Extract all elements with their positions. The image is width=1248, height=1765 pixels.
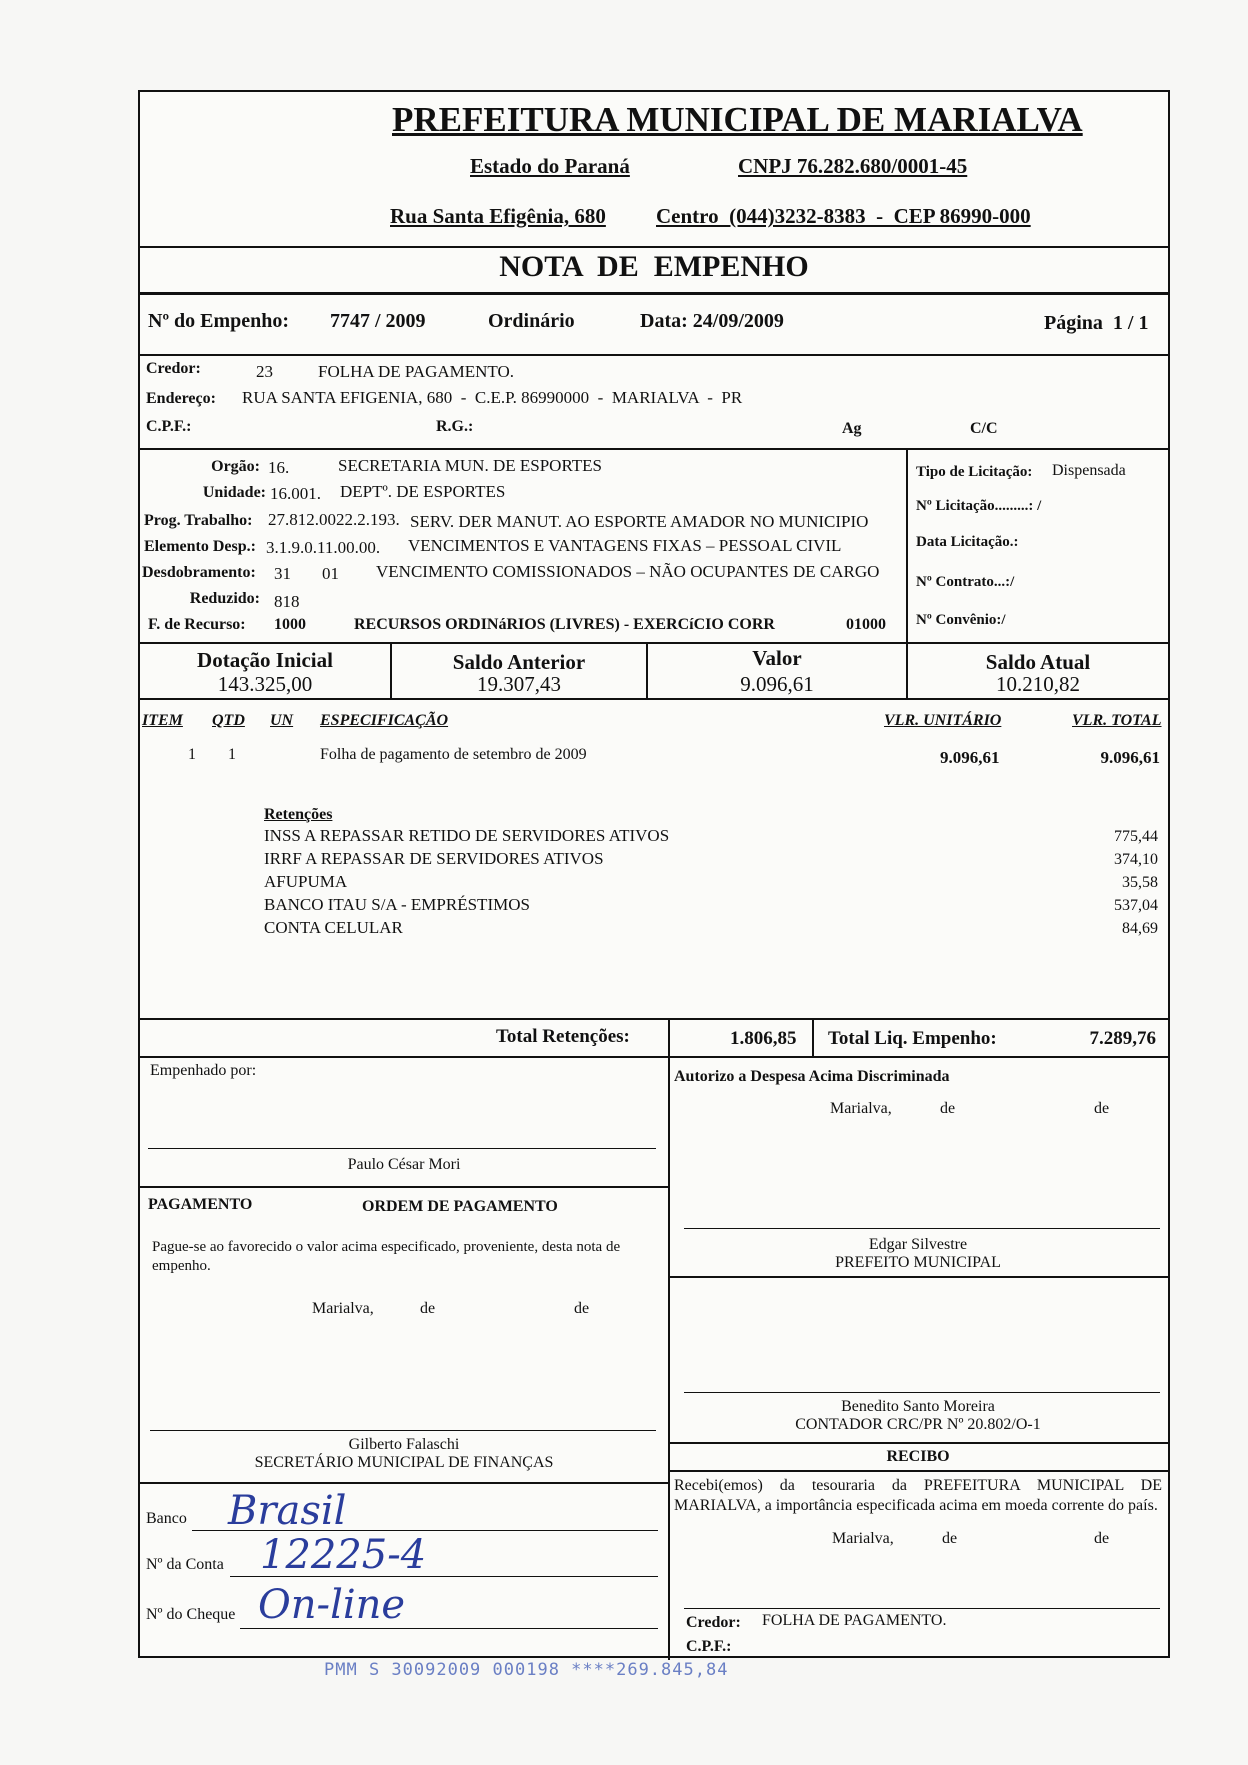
col-total-value-header: VLR. TOTAL xyxy=(1072,712,1162,729)
desdobramento-sub: 01 xyxy=(322,564,339,583)
desdobramento-code: 31 xyxy=(274,564,291,583)
retencao-value: 775,44 xyxy=(1114,828,1158,845)
retencao-value: 35,58 xyxy=(1122,874,1158,891)
recibo-de-2: de xyxy=(1094,1530,1110,1547)
retencao-desc: INSS A REPASSAR RETIDO DE SERVIDORES ATIVOS xyxy=(264,826,670,845)
empenhado-por-name: Paulo César Mori xyxy=(347,1156,461,1173)
rg-label: R.G.: xyxy=(436,418,474,435)
page-indicator: Página 1 / 1 xyxy=(1044,312,1149,334)
retencao-desc: AFUPUMA xyxy=(264,872,348,891)
nota-de-empenho-form xyxy=(138,90,1170,1658)
autorizo-city: Marialva, xyxy=(830,1100,892,1117)
recibo-cpf-label: C.P.F.: xyxy=(686,1638,732,1655)
saldo-anterior-label: Saldo Anterior xyxy=(452,650,586,674)
pagamento-de-2: de xyxy=(574,1300,590,1317)
item-total-value: 9.096,61 xyxy=(1100,748,1160,767)
banco-label: Banco xyxy=(146,1510,187,1527)
credor-label: Credor: xyxy=(146,360,201,377)
prog-trabalho-label: Prog. Trabalho: xyxy=(144,512,253,529)
reduzido-label: Reduzido: xyxy=(189,590,260,607)
recibo-credor-value: FOLHA DE PAGAMENTO. xyxy=(762,1612,947,1629)
secretario-role: SECRETÁRIO MUNICIPAL DE FINANÇAS xyxy=(254,1454,554,1471)
orgao-desc: SECRETARIA MUN. DE ESPORTES xyxy=(338,456,602,475)
cnpj: CNPJ 76.282.680/0001-45 xyxy=(738,154,968,178)
pagamento-de-1: de xyxy=(420,1300,436,1317)
prefeito-name: Edgar Silvestre xyxy=(868,1236,968,1253)
total-liquido-label: Total Liq. Empenho: xyxy=(828,1028,997,1049)
elemento-desp-code: 3.1.9.0.11.00.00. xyxy=(266,538,381,557)
agencia-label: Ag xyxy=(842,420,862,437)
endereco-label: Endereço: xyxy=(146,390,216,407)
tipo-licitacao-label: Tipo de Licitação: xyxy=(916,464,1033,480)
total-retencoes-label: Total Retenções: xyxy=(496,1026,630,1047)
recibo-text: Recebi(emos) da tesouraria da PREFEITURA MUNICIPAL DE MARIALVA, a importância especificada acima em moeda corrente do país. xyxy=(674,1477,1162,1514)
ordem-pagamento-title: ORDEM DE PAGAMENTO xyxy=(362,1198,558,1215)
pague-se-text: Pague-se ao favorecido o valor acima especificado, proveniente, desta nota de empenho. xyxy=(152,1239,621,1274)
numero-conta-label: Nº da Conta xyxy=(146,1556,224,1573)
recibo-credor-label: Credor: xyxy=(686,1614,741,1631)
retencoes-title: Retenções xyxy=(264,806,333,823)
fonte-recurso-label: F. de Recurso: xyxy=(148,616,246,633)
state-name: Estado do Paraná xyxy=(470,154,630,178)
item-number: 1 xyxy=(188,746,196,763)
numero-licitacao: Nº Licitação.........: / xyxy=(916,498,1042,514)
cpf-label: C.P.F.: xyxy=(146,418,192,435)
valor-label: Valor xyxy=(752,646,802,670)
conta-corrente-label: C/C xyxy=(970,420,998,437)
autorizo-de-1: de xyxy=(940,1100,956,1117)
desdobramento-label: Desdobramento: xyxy=(142,564,256,581)
col-qtd-header: QTD xyxy=(212,712,245,729)
elemento-desp-desc: VENCIMENTOS E VANTAGENS FIXAS – PESSOAL CIVIL xyxy=(408,536,842,555)
credor-name: FOLHA DE PAGAMENTO. xyxy=(318,362,514,381)
recibo-de-1: de xyxy=(942,1530,958,1547)
autorizo-de-2: de xyxy=(1094,1100,1110,1117)
dotacao-inicial-value: 143.325,00 xyxy=(217,672,313,696)
prefeito-role: PREFEITO MUNICIPAL xyxy=(835,1254,1001,1271)
reduzido-value: 818 xyxy=(274,592,300,611)
document-title: NOTA DE EMPENHO xyxy=(499,250,809,283)
desdobramento-desc: VENCIMENTO COMISSIONADOS – NÃO OCUPANTES DE CARGO xyxy=(376,562,880,581)
item-unit-value: 9.096,61 xyxy=(940,748,1000,767)
retencao-value: 374,10 xyxy=(1114,851,1158,868)
cheque-handwritten: On-line xyxy=(258,1582,406,1628)
empenho-type: Ordinário xyxy=(488,310,575,332)
empenho-date: Data: 24/09/2009 xyxy=(640,310,784,332)
contador-role: CONTADOR CRC/PR Nº 20.802/O-1 xyxy=(795,1416,1041,1433)
numero-contrato: Nº Contrato...:/ xyxy=(916,574,1015,590)
numero-convenio: Nº Convênio:/ xyxy=(916,612,1006,628)
data-licitacao: Data Licitação.: xyxy=(916,534,1019,550)
col-item-header: ITEM xyxy=(142,712,183,729)
retencao-value: 84,69 xyxy=(1122,920,1158,937)
col-unit-value-header: VLR. UNITÁRIO xyxy=(884,712,1002,729)
col-un-header: UN xyxy=(270,712,294,729)
contador-name: Benedito Santo Moreira xyxy=(841,1398,995,1415)
elemento-desp-label: Elemento Desp.: xyxy=(144,538,256,555)
contact-info: Centro (044)3232-8383 - CEP 86990-000 xyxy=(656,204,1031,228)
fonte-recurso-code: 1000 xyxy=(274,616,306,633)
item-qtd: 1 xyxy=(228,746,236,763)
address: Rua Santa Efigênia, 680 xyxy=(390,204,606,228)
valor-value: 9.096,61 xyxy=(740,672,814,696)
recibo-city: Marialva, xyxy=(832,1530,894,1547)
retencao-desc: CONTA CELULAR xyxy=(264,918,403,937)
total-liquido-value: 7.289,76 xyxy=(1089,1028,1156,1049)
recibo-title: RECIBO xyxy=(886,1448,950,1465)
pagamento-label: PAGAMENTO xyxy=(148,1196,253,1213)
banco-handwritten: Brasil xyxy=(228,1488,347,1534)
unidade-code: 16.001. xyxy=(270,484,321,503)
retencao-desc: BANCO ITAU S/A - EMPRÉSTIMOS xyxy=(264,895,530,914)
retencao-value: 537,04 xyxy=(1114,897,1158,914)
empenhado-por-label: Empenhado por: xyxy=(150,1062,257,1079)
col-spec-header: ESPECIFICAÇÃO xyxy=(320,712,449,729)
fonte-recurso-desc: RECURSOS ORDINáRIOS (LIVRES) - EXERCíCIO CORR xyxy=(354,616,775,633)
total-retencoes-value: 1.806,85 xyxy=(730,1028,797,1049)
authentication-stamp: PMM S 30092009 000198 ****269.845,84 xyxy=(324,1660,729,1680)
dotacao-inicial-label: Dotação Inicial xyxy=(197,648,333,672)
municipality-title: PREFEITURA MUNICIPAL DE MARIALVA xyxy=(392,100,1083,139)
numero-cheque-label: Nº do Cheque xyxy=(146,1606,236,1623)
conta-handwritten: 12225-4 xyxy=(260,1532,427,1578)
endereco-value: RUA SANTA EFIGENIA, 680 - C.E.P. 86990000 - MARIALVA - PR xyxy=(242,388,743,407)
autorizo-despesa: Autorizo a Despesa Acima Discriminada xyxy=(674,1068,950,1085)
item-spec: Folha de pagamento de setembro de 2009 xyxy=(320,746,587,763)
credor-code: 23 xyxy=(256,362,273,381)
fonte-recurso-number: 01000 xyxy=(846,616,886,633)
unidade-label: Unidade: xyxy=(202,484,266,501)
unidade-desc: DEPTº. DE ESPORTES xyxy=(340,482,506,501)
pagamento-city: Marialva, xyxy=(312,1300,374,1317)
saldo-atual-label: Saldo Atual xyxy=(985,650,1091,674)
saldo-anterior-value: 19.307,43 xyxy=(477,672,561,696)
tipo-licitacao-value: Dispensada xyxy=(1052,462,1126,479)
orgao-code: 16. xyxy=(268,458,290,477)
empenho-number: 7747 / 2009 xyxy=(330,310,426,332)
prog-trabalho-desc: SERV. DER MANUT. AO ESPORTE AMADOR NO MUNICIPIO xyxy=(410,512,869,531)
saldo-atual-value: 10.210,82 xyxy=(996,672,1080,696)
secretario-name: Gilberto Falaschi xyxy=(348,1436,460,1453)
prog-trabalho-code: 27.812.0022.2.193. xyxy=(268,510,400,529)
orgao-label: Orgão: xyxy=(211,458,260,475)
empenho-number-label: Nº do Empenho: xyxy=(148,310,290,332)
retencao-desc: IRRF A REPASSAR DE SERVIDORES ATIVOS xyxy=(264,849,604,868)
